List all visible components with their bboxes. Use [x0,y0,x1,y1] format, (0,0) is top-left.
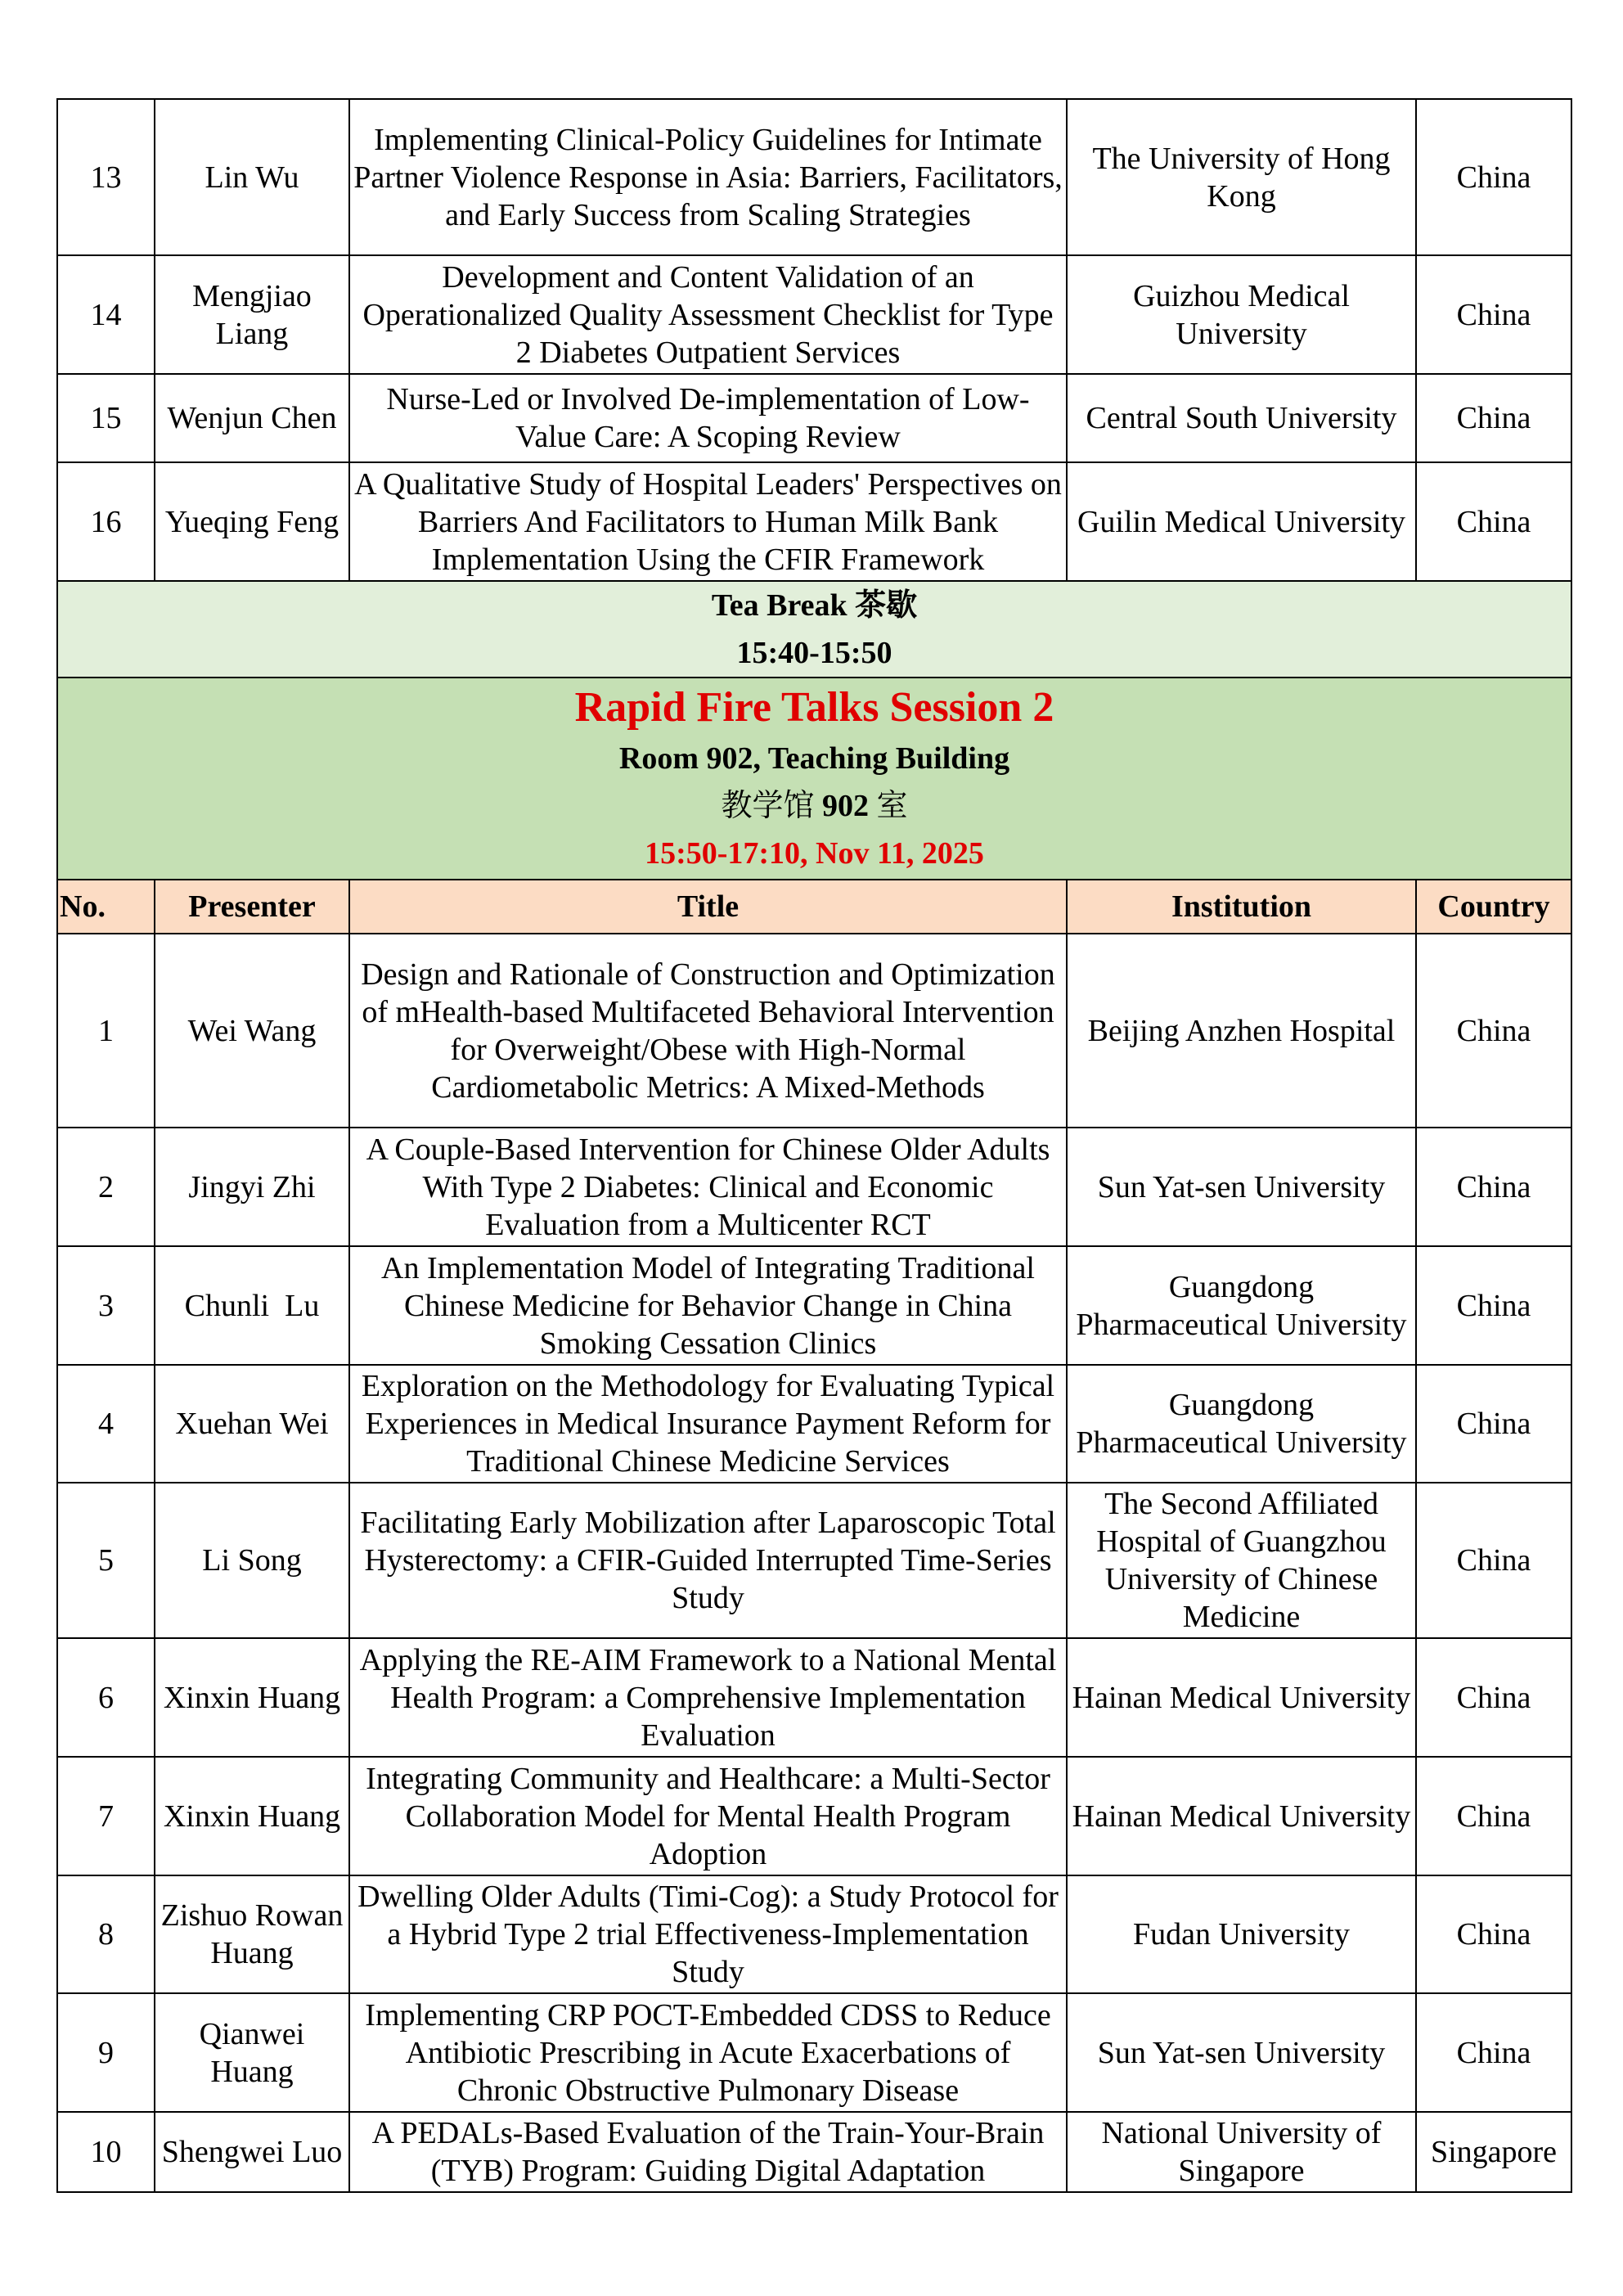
table-row [57,1875,1571,1993]
room-cn-suffix: 室 [869,788,908,823]
country: China [1416,255,1571,374]
institution: Central South University [1067,374,1416,462]
talk-title: A Couple-Based Intervention for Chinese Older Adults With Type 2 Diabetes: Clinical and Economic Evaluation from a Multicenter RCT [349,1128,1067,1246]
table-row [57,1757,1571,1875]
row-number: 5 [57,1483,155,1638]
talk-title: Dwelling Older Adults (Timi-Cog): a Study Protocol for a Hybrid Type 2 trial Effectiveness-Implementation Study [349,1875,1067,1993]
session-header-row [57,678,1571,880]
row-number: 8 [57,1875,155,1993]
column-header-no: No. [57,880,155,934]
table-row [57,374,1571,462]
presenter-name: Shengwei Luo [155,2112,349,2192]
row-number: 9 [57,1993,155,2112]
institution: Guizhou Medical University [1067,255,1416,374]
talk-title: Facilitating Early Mobilization after Laparoscopic Total Hysterectomy: a CFIR-Guided Interrupted Time-Series Study [349,1483,1067,1638]
presenter-name: Xuehan Wei [155,1365,349,1483]
room-cn-prefix: 教学馆 [721,788,822,823]
presenter-name: Wei Wang [155,934,349,1128]
presenter-name: Qianwei Huang [155,1993,349,2112]
row-number: 3 [57,1246,155,1365]
table-row [57,462,1571,581]
country: China [1416,462,1571,581]
table-row [57,1246,1571,1365]
table-row [57,1638,1571,1757]
institution: Fudan University [1067,1875,1416,1993]
row-number: 2 [57,1128,155,1246]
table-row [57,1993,1571,2112]
institution: National University of Singapore [1067,2112,1416,2192]
table-row [57,2112,1571,2192]
row-number: 4 [57,1365,155,1483]
session-time: 15:50-17:10, Nov 11, 2025 [645,835,984,871]
institution: Sun Yat-sen University [1067,1128,1416,1246]
institution: Guangdong Pharmaceutical University [1067,1365,1416,1483]
country: China [1416,1757,1571,1875]
talk-title: Implementing CRP POCT-Embedded CDSS to Reduce Antibiotic Prescribing in Acute Exacerbations of Chronic Obstructive Pulmonary Disease [349,1993,1067,2112]
row-number: 10 [57,2112,155,2192]
country: China [1416,1483,1571,1638]
institution: Hainan Medical University [1067,1638,1416,1757]
row-number: 1 [57,934,155,1128]
institution: The University of Hong Kong [1067,99,1416,255]
table-row [57,1365,1571,1483]
talk-title: Development and Content Validation of an Operationalized Quality Assessment Checklist for Type 2 Diabetes Outpatient Services [349,255,1067,374]
country: China [1416,1365,1571,1483]
talk-title: Applying the RE-AIM Framework to a National Mental Health Program: a Comprehensive Implementation Evaluation [349,1638,1067,1757]
presenter-name: Mengjiao Liang [155,255,349,374]
row-number: 16 [57,462,155,581]
tea-break-label: Tea Break 茶歇 [711,588,918,623]
room-cn-number: 902 [822,788,869,823]
institution: Hainan Medical University [1067,1757,1416,1875]
row-number: 14 [57,255,155,374]
session-header-cell [57,678,1571,880]
session-room-chinese [60,782,1569,830]
column-header-row [57,880,1571,934]
column-header-institution: Institution [1067,880,1416,934]
talk-title: A Qualitative Study of Hospital Leaders' Perspectives on Barriers And Facilitators to Human Milk Bank Implementation Using the CFIR Framework [349,462,1067,581]
country: China [1416,1246,1571,1365]
session-title: Rapid Fire Talks Session 2 [574,683,1054,731]
talk-title: Design and Rationale of Construction and Optimization of mHealth-based Multifaceted Behavioral Intervention for Overweight/Obese with High-Normal Cardiometabolic Metrics: A Mixed-Methods [349,934,1067,1128]
presenter-name: Chunli Lu [155,1246,349,1365]
schedule-table [56,98,1572,2193]
row-number: 13 [57,99,155,255]
table-row [57,934,1571,1128]
table-row [57,255,1571,374]
tea-break-time: 15:40-15:50 [736,636,892,670]
presenter-name: Wenjun Chen [155,374,349,462]
column-header-country: Country [1416,880,1571,934]
tea-break-cell [57,581,1571,678]
talk-title: Implementing Clinical-Policy Guidelines for Intimate Partner Violence Response in Asia: Barriers, Facilitators, and Early Success from Scaling Strategies [349,99,1067,255]
country: China [1416,374,1571,462]
institution: The Second Affiliated Hospital of Guangzhou University of Chinese Medicine [1067,1483,1416,1638]
institution: Guangdong Pharmaceutical University [1067,1246,1416,1365]
country: Singapore [1416,2112,1571,2192]
row-number: 6 [57,1638,155,1757]
presenter-name: Xinxin Huang [155,1757,349,1875]
country: China [1416,934,1571,1128]
presenter-name: Yueqing Feng [155,462,349,581]
presenter-name: Jingyi Zhi [155,1128,349,1246]
column-header-presenter: Presenter [155,880,349,934]
presenter-name: Zishuo Rowan Huang [155,1875,349,1993]
presenter-name: Lin Wu [155,99,349,255]
talk-title: A PEDALs-Based Evaluation of the Train-Your-Brain (TYB) Program: Guiding Digital Adaptation [349,2112,1067,2192]
column-header-title: Title [349,880,1067,934]
country: China [1416,1128,1571,1246]
talk-title: Nurse-Led or Involved De-implementation of Low-Value Care: A Scoping Review [349,374,1067,462]
talk-title: Exploration on the Methodology for Evaluating Typical Experiences in Medical Insurance Payment Reform for Traditional Chinese Medicine Services [349,1365,1067,1483]
table-row [57,1128,1571,1246]
table-row [57,1483,1571,1638]
row-number: 7 [57,1757,155,1875]
institution: Beijing Anzhen Hospital [1067,934,1416,1128]
country: China [1416,1638,1571,1757]
talk-title: Integrating Community and Healthcare: a Multi-Sector Collaboration Model for Mental Health Program Adoption [349,1757,1067,1875]
institution: Sun Yat-sen University [1067,1993,1416,2112]
country: China [1416,99,1571,255]
tea-break-row [57,581,1571,678]
presenter-name: Li Song [155,1483,349,1638]
table-row [57,99,1571,255]
session-room: Room 902, Teaching Building [618,741,1010,776]
row-number: 15 [57,374,155,462]
presenter-name: Xinxin Huang [155,1638,349,1757]
talk-title: An Implementation Model of Integrating Traditional Chinese Medicine for Behavior Change in China Smoking Cessation Clinics [349,1246,1067,1365]
institution: Guilin Medical University [1067,462,1416,581]
country: China [1416,1993,1571,2112]
country: China [1416,1875,1571,1993]
